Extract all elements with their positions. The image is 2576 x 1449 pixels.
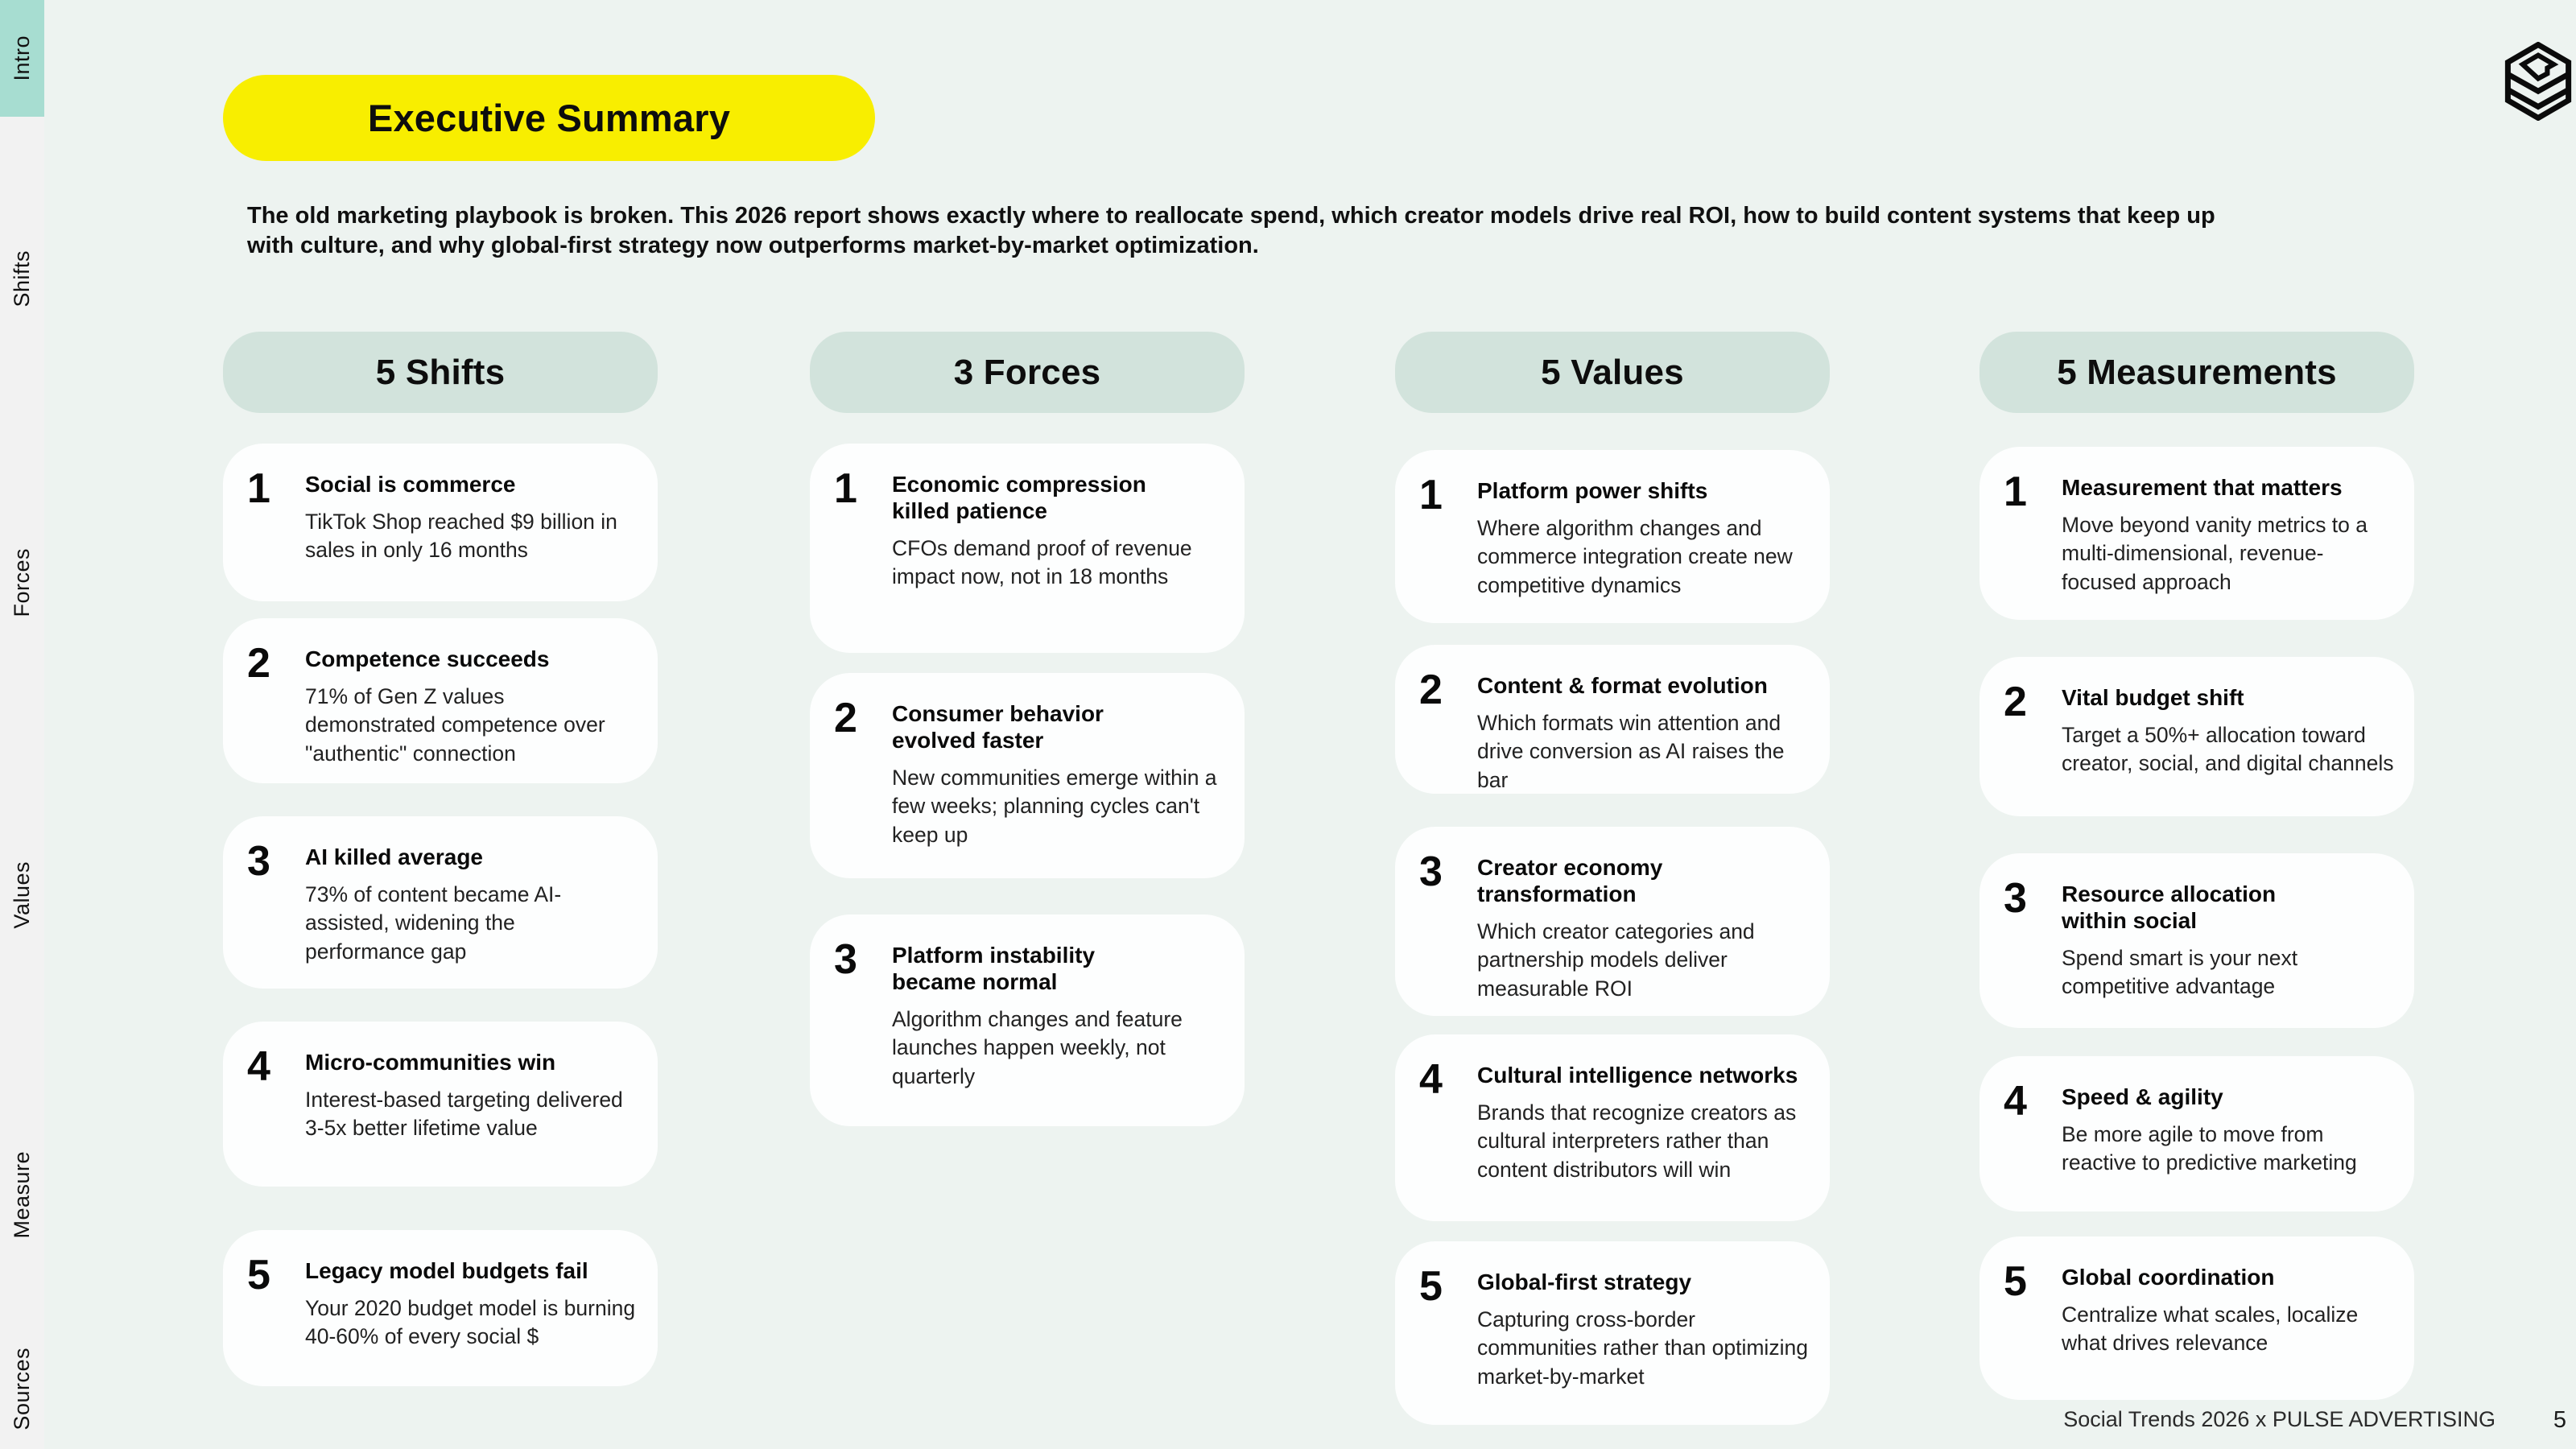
card-title: Resource allocation within social xyxy=(2062,881,2277,934)
card-body: Which formats win attention and drive conversion as AI raises the bar xyxy=(1477,711,1785,792)
sidebar-item-forces[interactable] xyxy=(0,522,44,643)
column-header xyxy=(1979,332,2414,413)
card-body: TikTok Shop reached $9 billion in sales in only 16 months xyxy=(305,510,617,563)
card-title: Platform power shifts xyxy=(1477,478,1708,503)
card xyxy=(1979,853,2414,1028)
card-number: 5 xyxy=(2004,1258,2025,1305)
sidebar-item-label: Measure xyxy=(10,1150,34,1239)
card xyxy=(1395,645,1830,794)
card-title: Content & format evolution xyxy=(1477,673,1768,698)
card xyxy=(1979,1056,2414,1212)
page-title: Executive Summary xyxy=(367,97,731,139)
card-number: 4 xyxy=(1419,1056,1441,1103)
column-header xyxy=(1395,332,1830,413)
sidebar-item-label: Sources xyxy=(10,1347,34,1430)
sidebar-item-shifts[interactable] xyxy=(0,218,44,339)
card-title: Creator economy transformation xyxy=(1477,855,1663,907)
card-body: CFOs demand proof of revenue impact now, not in 18 months xyxy=(892,536,1192,589)
card-body: Capturing cross-border communities rather than optimizing market-by-market xyxy=(1477,1307,1808,1389)
card-title: Economic compression killed patience xyxy=(892,472,1146,524)
sidebar-item-label: Intro xyxy=(10,35,34,81)
card-body: Target a 50%+ allocation toward creator, social, and digital channels xyxy=(2062,723,2394,776)
card xyxy=(223,816,658,989)
card xyxy=(223,1022,658,1187)
card xyxy=(1979,1236,2414,1400)
card-body: Which creator categories and partnership models deliver measurable ROI xyxy=(1477,919,1755,1001)
column-title: 5 Measurements xyxy=(2057,352,2337,392)
card xyxy=(1395,827,1830,1016)
card-title: Social is commerce xyxy=(305,472,516,497)
card-number: 5 xyxy=(247,1252,269,1298)
card-number: 3 xyxy=(247,838,269,885)
sidebar-item-intro[interactable] xyxy=(0,0,44,117)
column-title: 3 Forces xyxy=(953,352,1101,392)
card-title: Consumer behavior evolved faster xyxy=(892,701,1104,753)
card-number: 2 xyxy=(2004,679,2025,725)
sidebar-item-measure[interactable] xyxy=(0,1134,44,1255)
layered-cube-logo-icon xyxy=(2502,42,2574,121)
card-number: 5 xyxy=(1419,1263,1441,1310)
column-title: 5 Shifts xyxy=(375,352,506,392)
card xyxy=(1979,657,2414,816)
column-header xyxy=(223,332,658,413)
card-number: 1 xyxy=(834,465,856,512)
column-forces xyxy=(810,0,1245,1449)
card-number: 1 xyxy=(2004,469,2025,515)
intro-paragraph: The old marketing playbook is broken. This 2026 report shows exactly where to reallocate spend, which creator models drive real ROI, how to build content systems that keep up with culture, and why global-first strategy now outperforms market-by-market optimization. xyxy=(247,203,2215,258)
card-title: Competence succeeds xyxy=(305,646,550,671)
card-number: 2 xyxy=(1419,667,1441,713)
card-title: Legacy model budgets fail xyxy=(305,1258,588,1283)
card xyxy=(1979,447,2414,620)
sidebar-item-label: Shifts xyxy=(10,250,34,308)
card xyxy=(223,1230,658,1386)
card-title: Platform instability became normal xyxy=(892,943,1096,995)
card-number: 3 xyxy=(2004,875,2025,922)
card-number: 2 xyxy=(834,695,856,741)
card-body: Spend smart is your next competitive advantage xyxy=(2062,946,2298,999)
sidebar-item-values[interactable] xyxy=(0,835,44,956)
card-body: Brands that recognize creators as cultural interpreters rather than content distributors will win xyxy=(1477,1100,1797,1182)
card-title: AI killed average xyxy=(305,844,484,869)
card-number: 4 xyxy=(2004,1078,2025,1125)
card-title: Micro-communities win xyxy=(305,1050,556,1075)
card-title: Global-first strategy xyxy=(1477,1269,1692,1294)
card-number: 1 xyxy=(1419,472,1441,518)
card-number: 3 xyxy=(834,936,856,983)
card-number: 4 xyxy=(247,1043,269,1090)
card-body: 71% of Gen Z values demonstrated competence over "authentic" connection xyxy=(305,684,605,766)
card xyxy=(1395,1241,1830,1425)
card-body: Move beyond vanity metrics to a multi-dimensional, revenue-focused approach xyxy=(2062,513,2368,594)
card xyxy=(810,673,1245,878)
card xyxy=(223,618,658,783)
card-title: Global coordination xyxy=(2062,1265,2275,1290)
card-number: 1 xyxy=(247,465,269,512)
card-title: Speed & agility xyxy=(2062,1084,2223,1109)
column-measurements xyxy=(1979,0,2414,1449)
card xyxy=(223,444,658,601)
card xyxy=(810,444,1245,653)
card-title: Vital budget shift xyxy=(2062,685,2244,710)
card-body: Centralize what scales, localize what drives relevance xyxy=(2062,1302,2359,1356)
footer-credit: Social Trends 2026 x PULSE ADVERTISING xyxy=(2063,1407,2496,1431)
card-body: 73% of content became AI-assisted, widening the performance gap xyxy=(305,882,562,964)
card xyxy=(810,914,1245,1126)
card-number: 3 xyxy=(1419,848,1441,895)
column-title: 5 Values xyxy=(1541,352,1684,392)
card-body: New communities emerge within a few weeks; planning cycles can't keep up xyxy=(892,766,1217,847)
sidebar-item-label: Forces xyxy=(10,548,34,617)
card-body: Your 2020 budget model is burning 40-60% of every social $ xyxy=(305,1296,636,1349)
sidebar-item-label: Values xyxy=(10,861,34,929)
card-title: Cultural intelligence networks xyxy=(1477,1063,1798,1088)
column-values xyxy=(1395,0,1830,1449)
card-number: 2 xyxy=(247,640,269,687)
card-title: Measurement that matters xyxy=(2062,475,2343,500)
page-number: 5 xyxy=(2553,1407,2566,1433)
sidebar-item-sources[interactable] xyxy=(0,1328,44,1449)
column-header xyxy=(810,332,1245,413)
column-shifts xyxy=(223,0,658,1449)
card-body: Where algorithm changes and commerce integration create new competitive dynamics xyxy=(1477,516,1793,597)
card xyxy=(1395,1034,1830,1221)
card-body: Interest-based targeting delivered 3-5x better lifetime value xyxy=(305,1088,623,1141)
card-body: Be more agile to move from reactive to predictive marketing xyxy=(2062,1122,2357,1175)
card xyxy=(1395,450,1830,623)
card-body: Algorithm changes and feature launches happen weekly, not quarterly xyxy=(892,1007,1183,1088)
